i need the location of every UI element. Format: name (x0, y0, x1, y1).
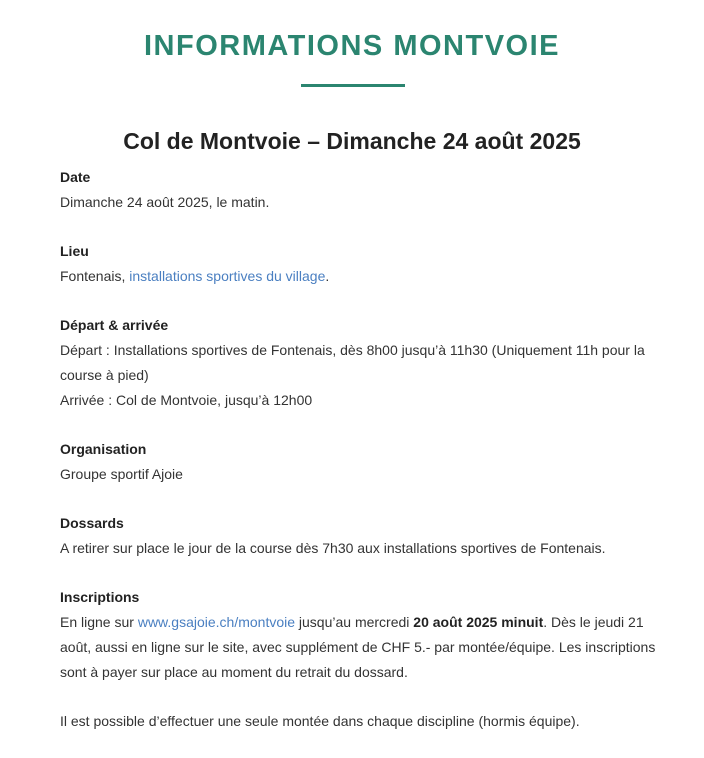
depart-text: Départ : Installations sportives de Fontenais, dès 8h00 jusqu’à 11h30 (Uniquement 11h pour la course à pied) (60, 342, 645, 383)
section-heading-depart: Départ & arrivée (60, 317, 169, 333)
section-heading-lieu: Lieu (60, 243, 89, 259)
event-title: Col de Montvoie – Dimanche 24 août 2025 (123, 128, 581, 154)
title-underline (301, 84, 405, 87)
section-heading-inscriptions: Inscriptions (60, 589, 140, 605)
section-heading-organisation: Organisation (60, 441, 147, 457)
section-note (60, 709, 660, 734)
section-inscriptions (60, 585, 660, 685)
inscriptions-text (60, 610, 660, 685)
lieu-text-after: . (325, 268, 330, 284)
inscriptions-link[interactable]: www.gsajoie.ch/montvoie (137, 614, 296, 630)
section-depart (60, 313, 660, 413)
dossards-text: A retirer sur place le jour de la course dès 7h30 aux installations sportives de Fontenais. (60, 540, 606, 556)
note-text: Il est possible d’effectuer une seule montée dans chaque discipline (hormis équipe). (60, 713, 580, 729)
organisation-text: Groupe sportif Ajoie (60, 466, 183, 482)
inscriptions-text-after: . Dès le jeudi 21 août, aussi en ligne sur le site, avec supplément de CHF 5.- par montée/équipe. Les inscriptions sont à payer sur place au moment du retrait du dossard. (60, 614, 656, 680)
arrivee-text: Arrivée : Col de Montvoie, jusqu’à 12h00 (60, 392, 313, 408)
info-content (60, 165, 660, 758)
section-heading-dossards: Dossards (60, 515, 124, 531)
inscriptions-text-before: En ligne sur (60, 614, 138, 630)
date-text: Dimanche 24 août 2025, le matin. (60, 194, 270, 210)
section-lieu (60, 239, 660, 289)
lieu-link[interactable]: installations sportives du village (129, 268, 326, 284)
lieu-text-before: Fontenais, (60, 268, 130, 284)
section-dossards (60, 511, 660, 561)
page-title: INFORMATIONS MONTVOIE (143, 30, 560, 62)
section-date (60, 165, 660, 215)
lieu-text (60, 264, 660, 289)
section-organisation (60, 437, 660, 487)
inscriptions-deadline: 20 août 2025 minuit (413, 614, 544, 630)
section-heading-date: Date (60, 169, 91, 185)
inscriptions-text-mid: jusqu’au mercredi (295, 614, 414, 630)
